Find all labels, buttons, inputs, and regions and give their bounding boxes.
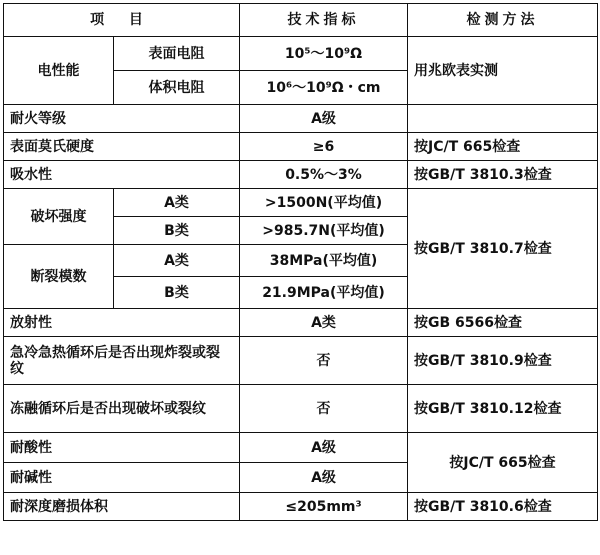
table-row (4, 37, 598, 71)
header-row (4, 4, 598, 37)
header-item: 项 目 (4, 4, 240, 37)
radio-method: 按GB 6566检查 (408, 309, 598, 337)
volume-resistance-value: 10⁶～10⁹Ω・cm (240, 71, 408, 105)
mohs-label: 表面莫氏硬度 (4, 133, 240, 161)
rupture-modulus-a-label: A类 (114, 245, 240, 277)
radio-value: A类 (240, 309, 408, 337)
table-row (4, 105, 598, 133)
thermal-label: 急冷急热循环后是否出现炸裂或裂纹 (4, 337, 240, 385)
rupture-modulus-a-value: 38MPa(平均值) (240, 245, 408, 277)
table-row (4, 189, 598, 217)
break-strength-b-label: B类 (114, 217, 240, 245)
table-row (4, 337, 598, 385)
break-strength-b-value: >985.7N(平均值) (240, 217, 408, 245)
break-strength-label: 破坏强度 (4, 189, 114, 245)
abrasion-method: 按GB/T 3810.6检查 (408, 493, 598, 521)
table-row (4, 385, 598, 433)
water-value: 0.5%～3% (240, 161, 408, 189)
rupture-modulus-b-label: B类 (114, 277, 240, 309)
water-method: 按GB/T 3810.3检查 (408, 161, 598, 189)
electrical-label: 电性能 (4, 37, 114, 105)
alkali-label: 耐碱性 (4, 463, 240, 493)
surface-resistance-value: 10⁵～10⁹Ω (240, 37, 408, 71)
volume-resistance-label: 体积电阻 (114, 71, 240, 105)
break-strength-a-label: A类 (114, 189, 240, 217)
rupture-modulus-label: 断裂模数 (4, 245, 114, 309)
freeze-label: 冻融循环后是否出现破坏或裂纹 (4, 385, 240, 433)
acid-value: A级 (240, 433, 408, 463)
table-row (4, 133, 598, 161)
fire-method (408, 105, 598, 133)
abrasion-value: ≤205mm³ (240, 493, 408, 521)
thermal-value: 否 (240, 337, 408, 385)
table-row (4, 161, 598, 189)
acid-alkali-method: 按JC/T 665检查 (408, 433, 598, 493)
fire-label: 耐火等级 (4, 105, 240, 133)
header-method: 检测方法 (408, 4, 598, 37)
spec-table (3, 3, 598, 521)
table-row (4, 493, 598, 521)
freeze-value: 否 (240, 385, 408, 433)
table-row (4, 309, 598, 337)
freeze-method: 按GB/T 3810.12检查 (408, 385, 598, 433)
header-spec: 技术指标 (240, 4, 408, 37)
table-row (4, 433, 598, 463)
mohs-method: 按JC/T 665检查 (408, 133, 598, 161)
water-label: 吸水性 (4, 161, 240, 189)
mohs-value: ≥6 (240, 133, 408, 161)
break-strength-a-value: >1500N(平均值) (240, 189, 408, 217)
rupture-modulus-b-value: 21.9MPa(平均值) (240, 277, 408, 309)
strength-method: 按GB/T 3810.7检查 (408, 189, 598, 309)
thermal-method: 按GB/T 3810.9检查 (408, 337, 598, 385)
alkali-value: A级 (240, 463, 408, 493)
electrical-method: 用兆欧表实测 (408, 37, 598, 105)
acid-label: 耐酸性 (4, 433, 240, 463)
surface-resistance-label: 表面电阻 (114, 37, 240, 71)
fire-value: A级 (240, 105, 408, 133)
radio-label: 放射性 (4, 309, 240, 337)
abrasion-label: 耐深度磨损体积 (4, 493, 240, 521)
spec-table-container (3, 3, 598, 521)
